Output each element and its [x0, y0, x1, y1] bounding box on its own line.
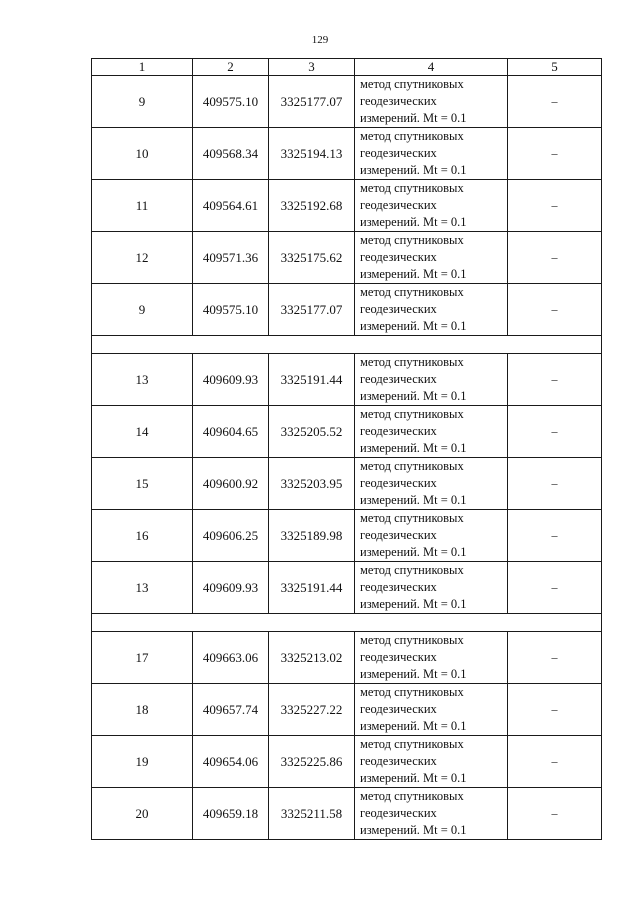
method-line: геодезических [360, 94, 437, 108]
method-line: метод спутниковых [360, 737, 464, 751]
y-coordinate-cell: 3325203.95 [269, 458, 355, 510]
x-coordinate-cell: 409609.93 [193, 562, 269, 614]
table-row [92, 354, 602, 406]
note-cell: – [508, 128, 602, 180]
method-cell [355, 180, 508, 232]
method-line: геодезических [360, 580, 437, 594]
point-number-cell: 16 [92, 510, 193, 562]
method-cell [355, 510, 508, 562]
table-body [92, 76, 602, 840]
method-line: измерений. Mt = 0.1 [360, 267, 467, 281]
method-line: измерений. Mt = 0.1 [360, 597, 467, 611]
table-row [92, 180, 602, 232]
method-line: измерений. Mt = 0.1 [360, 667, 467, 681]
point-number-cell: 10 [92, 128, 193, 180]
table-row [92, 510, 602, 562]
x-coordinate-cell: 409609.93 [193, 354, 269, 406]
method-line: геодезических [360, 806, 437, 820]
method-line: геодезических [360, 198, 437, 212]
point-number-cell: 9 [92, 76, 193, 128]
note-cell: – [508, 562, 602, 614]
method-line: метод спутниковых [360, 563, 464, 577]
method-line: измерений. Mt = 0.1 [360, 111, 467, 125]
point-number-cell: 14 [92, 406, 193, 458]
x-coordinate-cell: 409575.10 [193, 76, 269, 128]
y-coordinate-cell: 3325194.13 [269, 128, 355, 180]
table-row [92, 458, 602, 510]
method-line: геодезических [360, 476, 437, 490]
method-line: метод спутниковых [360, 285, 464, 299]
method-line: измерений. Mt = 0.1 [360, 215, 467, 229]
method-cell [355, 736, 508, 788]
x-coordinate-cell: 409654.06 [193, 736, 269, 788]
x-coordinate-cell: 409571.36 [193, 232, 269, 284]
method-line: метод спутниковых [360, 633, 464, 647]
note-cell: – [508, 684, 602, 736]
note-cell: – [508, 406, 602, 458]
method-line: метод спутниковых [360, 181, 464, 195]
method-line: геодезических [360, 528, 437, 542]
y-coordinate-cell: 3325175.62 [269, 232, 355, 284]
coordinates-table [91, 58, 602, 840]
point-number-cell: 15 [92, 458, 193, 510]
method-line: метод спутниковых [360, 789, 464, 803]
method-line: измерений. Mt = 0.1 [360, 545, 467, 559]
group-separator-row [92, 336, 602, 354]
y-coordinate-cell: 3325189.98 [269, 510, 355, 562]
x-coordinate-cell: 409659.18 [193, 788, 269, 840]
method-line: измерений. Mt = 0.1 [360, 389, 467, 403]
note-cell: – [508, 788, 602, 840]
point-number-cell: 13 [92, 354, 193, 406]
y-coordinate-cell: 3325191.44 [269, 562, 355, 614]
method-cell [355, 284, 508, 336]
method-line: измерений. Mt = 0.1 [360, 319, 467, 333]
method-line: геодезических [360, 146, 437, 160]
method-line: измерений. Mt = 0.1 [360, 441, 467, 455]
method-cell [355, 232, 508, 284]
point-number-cell: 18 [92, 684, 193, 736]
x-coordinate-cell: 409575.10 [193, 284, 269, 336]
x-coordinate-cell: 409600.92 [193, 458, 269, 510]
method-line: измерений. Mt = 0.1 [360, 719, 467, 733]
method-line: геодезических [360, 650, 437, 664]
method-line: измерений. Mt = 0.1 [360, 823, 467, 837]
y-coordinate-cell: 3325211.58 [269, 788, 355, 840]
table-row [92, 128, 602, 180]
header-col-5: 5 [508, 59, 602, 76]
method-line: геодезических [360, 702, 437, 716]
point-number-cell: 17 [92, 632, 193, 684]
method-line: геодезических [360, 302, 437, 316]
y-coordinate-cell: 3325205.52 [269, 406, 355, 458]
method-cell [355, 128, 508, 180]
point-number-cell: 19 [92, 736, 193, 788]
page-number: 129 [311, 34, 329, 46]
x-coordinate-cell: 409568.34 [193, 128, 269, 180]
x-coordinate-cell: 409604.65 [193, 406, 269, 458]
note-cell: – [508, 632, 602, 684]
method-line: геодезических [360, 754, 437, 768]
y-coordinate-cell: 3325191.44 [269, 354, 355, 406]
x-coordinate-cell: 409663.06 [193, 632, 269, 684]
x-coordinate-cell: 409657.74 [193, 684, 269, 736]
method-line: метод спутниковых [360, 129, 464, 143]
note-cell: – [508, 180, 602, 232]
table-row [92, 736, 602, 788]
method-line: метод спутниковых [360, 77, 464, 91]
group-separator-row [92, 614, 602, 632]
method-cell [355, 458, 508, 510]
y-coordinate-cell: 3325177.07 [269, 284, 355, 336]
point-number-cell: 11 [92, 180, 193, 232]
y-coordinate-cell: 3325227.22 [269, 684, 355, 736]
y-coordinate-cell: 3325192.68 [269, 180, 355, 232]
table-row [92, 284, 602, 336]
group-separator-cell [92, 614, 602, 632]
method-line: метод спутниковых [360, 407, 464, 421]
note-cell: – [508, 458, 602, 510]
y-coordinate-cell: 3325177.07 [269, 76, 355, 128]
group-separator-cell [92, 336, 602, 354]
method-line: геодезических [360, 424, 437, 438]
table-row [92, 76, 602, 128]
method-line: геодезических [360, 250, 437, 264]
method-line: метод спутниковых [360, 511, 464, 525]
method-cell [355, 684, 508, 736]
table-row [92, 788, 602, 840]
point-number-cell: 20 [92, 788, 193, 840]
method-line: измерений. Mt = 0.1 [360, 493, 467, 507]
header-col-3: 3 [269, 59, 355, 76]
method-line: геодезических [360, 372, 437, 386]
method-cell [355, 788, 508, 840]
table-header-row [92, 59, 602, 76]
method-line: метод спутниковых [360, 459, 464, 473]
note-cell: – [508, 736, 602, 788]
table-row [92, 684, 602, 736]
header-col-1: 1 [92, 59, 193, 76]
point-number-cell: 13 [92, 562, 193, 614]
note-cell: – [508, 354, 602, 406]
x-coordinate-cell: 409606.25 [193, 510, 269, 562]
note-cell: – [508, 510, 602, 562]
method-cell [355, 562, 508, 614]
table-row [92, 232, 602, 284]
method-line: метод спутниковых [360, 685, 464, 699]
table-row [92, 632, 602, 684]
method-cell [355, 632, 508, 684]
method-cell [355, 406, 508, 458]
y-coordinate-cell: 3325213.02 [269, 632, 355, 684]
method-line: измерений. Mt = 0.1 [360, 163, 467, 177]
note-cell: – [508, 76, 602, 128]
method-line: измерений. Mt = 0.1 [360, 771, 467, 785]
x-coordinate-cell: 409564.61 [193, 180, 269, 232]
method-cell [355, 354, 508, 406]
point-number-cell: 9 [92, 284, 193, 336]
header-col-2: 2 [193, 59, 269, 76]
header-col-4: 4 [355, 59, 508, 76]
note-cell: – [508, 232, 602, 284]
note-cell: – [508, 284, 602, 336]
table-row [92, 562, 602, 614]
y-coordinate-cell: 3325225.86 [269, 736, 355, 788]
method-cell [355, 76, 508, 128]
method-line: метод спутниковых [360, 355, 464, 369]
table-row [92, 406, 602, 458]
method-line: метод спутниковых [360, 233, 464, 247]
point-number-cell: 12 [92, 232, 193, 284]
